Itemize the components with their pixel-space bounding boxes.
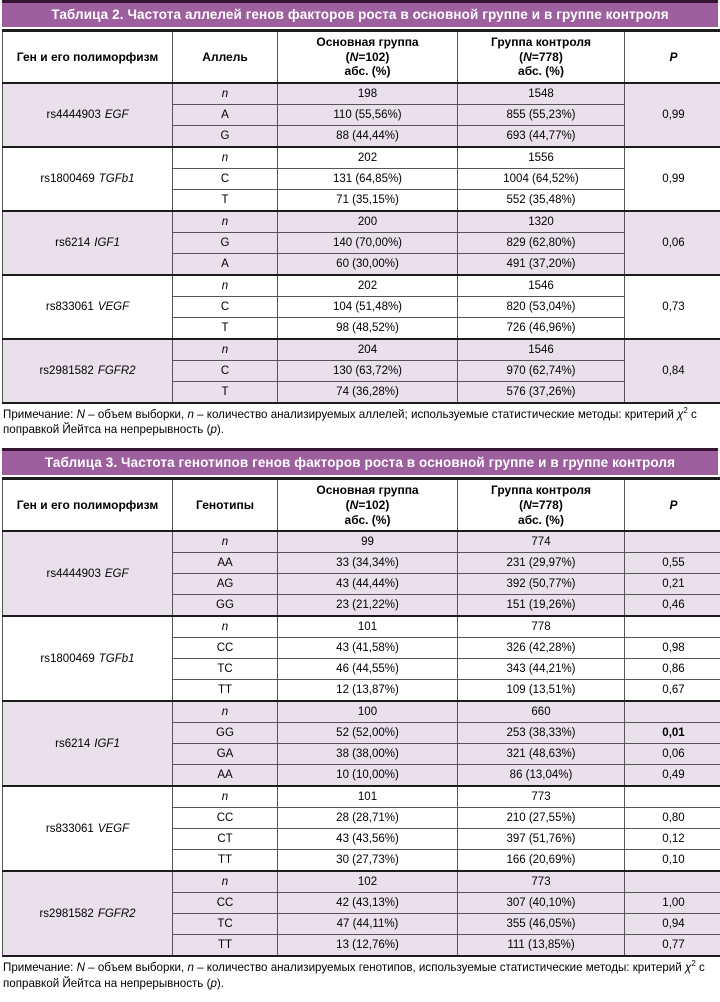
control-value-cell: 392 (50,77%) [458,574,625,595]
group-unit: абс. (%) [460,513,622,528]
main-value-cell: 98 (48,52%) [278,317,458,339]
gene-cell [3,275,173,339]
table3-header [3,479,720,531]
control-value-cell: 552 (35,48%) [458,189,625,211]
variant-cell: n [173,616,278,638]
control-value-cell: 166 (20,69%) [458,850,625,872]
variant-cell: C [173,360,278,381]
main-value-cell: 23 (21,22%) [278,595,458,617]
gene-symbol: FGFR2 [98,365,136,377]
control-value-cell: 151 (19,26%) [458,595,625,617]
col-header-p: P [625,31,720,83]
control-value-cell: 1320 [458,211,625,233]
gene-symbol: EGF [105,568,129,580]
main-value-cell: 202 [278,275,458,297]
main-value-cell: 13 (12,76%) [278,935,458,957]
variant-cell: TT [173,850,278,872]
table3-footnote: Примечание: N – объем выборки, n – количество анализируемых генотипов, используемые статистические методы: критерий $\chi^2$ с поправкой Йейтса на непрерывность (p). [2,957,718,991]
rs-id: rs2981582 [39,365,93,377]
group-name: Основная группа [280,483,455,498]
p-value-cell: 0,80 [625,808,720,829]
table-row [3,211,720,233]
rs-id: rs4444903 [47,109,101,121]
gene-symbol: TGFb1 [99,653,135,665]
control-value-cell: 774 [458,531,625,553]
col-header-main-group [278,479,458,531]
col-header-gene: Ген и его полиморфизм [3,31,173,83]
col-header-allele: Аллель [173,31,278,83]
p-value-cell: 0,99 [625,83,720,147]
variant-cell: TT [173,680,278,702]
group-name: Основная группа [280,35,455,50]
col-header-control-group [458,31,625,83]
gene-cell [3,701,173,786]
p-value-cell: 0,77 [625,935,720,957]
p-value-cell: 0,46 [625,595,720,617]
variant-cell: T [173,317,278,339]
variant-cell: TT [173,935,278,957]
main-value-cell: 12 (13,87%) [278,680,458,702]
main-value-cell: 38 (38,00%) [278,744,458,765]
main-value-cell: 99 [278,531,458,553]
variant-cell: n [173,147,278,169]
control-value-cell: 1004 (64,52%) [458,168,625,189]
variant-cell: GA [173,744,278,765]
main-value-cell: 60 (30,00%) [278,253,458,275]
main-value-cell: 46 (44,55%) [278,659,458,680]
table2-block [2,0,718,437]
gene-symbol: TGFb1 [99,173,135,185]
table-row [3,83,720,105]
rs-id: rs4444903 [47,568,101,580]
p-value-cell: 0,84 [625,339,720,403]
variant-cell: AA [173,553,278,574]
variant-cell: n [173,211,278,233]
table-row [3,531,720,553]
p-value-cell: 0,12 [625,829,720,850]
table-row [3,147,720,169]
variant-cell: CC [173,808,278,829]
group-n: (N=778) [460,50,622,65]
control-value-cell: 1546 [458,339,625,361]
p-value-cell: 0,73 [625,275,720,339]
group-unit: абс. (%) [280,64,455,79]
table3-title: Таблица 3. Частота генотипов генов факторов роста в основной группе и в группе контроля [2,448,718,475]
p-value-cell: 0,06 [625,744,720,765]
control-value-cell: 210 (27,55%) [458,808,625,829]
control-value-cell: 307 (40,10%) [458,893,625,914]
variant-cell: TC [173,914,278,935]
rs-id: rs1800469 [40,173,94,185]
table-row [3,616,720,638]
col-header-main-group [278,31,458,83]
main-value-cell: 130 (63,72%) [278,360,458,381]
main-value-cell: 140 (70,00%) [278,232,458,253]
rs-id: rs6214 [55,738,90,750]
variant-cell: n [173,275,278,297]
variant-cell: C [173,296,278,317]
control-value-cell: 855 (55,23%) [458,104,625,125]
variant-cell: n [173,83,278,105]
control-value-cell: 1556 [458,147,625,169]
group-name: Группа контроля [460,483,622,498]
col-header-p: P [625,479,720,531]
main-value-cell: 43 (43,56%) [278,829,458,850]
gene-symbol: FGFR2 [98,908,136,920]
header-row [3,479,720,531]
main-value-cell: 42 (43,13%) [278,893,458,914]
rs-id: rs6214 [55,237,90,249]
main-value-cell: 104 (51,48%) [278,296,458,317]
variant-cell: CT [173,829,278,850]
gene-cell [3,531,173,616]
main-value-cell: 204 [278,339,458,361]
p-value-cell: 0,55 [625,553,720,574]
variant-cell: A [173,104,278,125]
main-value-cell: 100 [278,701,458,723]
control-value-cell: 693 (44,77%) [458,125,625,147]
variant-cell: TC [173,659,278,680]
control-value-cell: 253 (38,33%) [458,723,625,744]
table2-header [3,31,720,83]
main-value-cell: 202 [278,147,458,169]
col-header-control-group [458,479,625,531]
control-value-cell: 111 (13,85%) [458,935,625,957]
control-value-cell: 660 [458,701,625,723]
p-value-cell: 0,98 [625,638,720,659]
variant-cell: n [173,339,278,361]
table3-genotypes [2,477,720,957]
table2-title: Таблица 2. Частота аллелей генов факторов роста в основной группе и в группе контроля [2,0,718,27]
variant-cell: CC [173,893,278,914]
table2-footnote: Примечание: N – объем выборки, n – количество анализируемых аллелей; используемые статистические методы: критерий $\chi^2$ с поправкой Йейтса на непрерывность (p). [2,404,718,438]
control-value-cell: 86 (13,04%) [458,765,625,787]
control-value-cell: 820 (53,04%) [458,296,625,317]
variant-cell: n [173,786,278,808]
rs-id: rs2981582 [39,908,93,920]
col-header-genotype: Генотипы [173,479,278,531]
control-value-cell: 355 (46,05%) [458,914,625,935]
control-value-cell: 343 (44,21%) [458,659,625,680]
p-value-cell [625,531,720,553]
gene-cell [3,211,173,275]
group-unit: абс. (%) [460,64,622,79]
control-value-cell: 778 [458,616,625,638]
group-unit: абс. (%) [280,513,455,528]
control-value-cell: 326 (42,28%) [458,638,625,659]
variant-cell: n [173,871,278,893]
control-value-cell: 773 [458,871,625,893]
p-value-cell [625,786,720,808]
p-value-cell: 0,67 [625,680,720,702]
gene-cell [3,339,173,403]
p-value-cell: 0,86 [625,659,720,680]
gene-symbol: VEGF [98,823,129,835]
table-row [3,701,720,723]
header-row [3,31,720,83]
variant-cell: C [173,168,278,189]
group-name: Группа контроля [460,35,622,50]
gene-symbol: EGF [105,109,129,121]
rs-id: rs833061 [46,301,94,313]
main-value-cell: 101 [278,786,458,808]
main-value-cell: 74 (36,28%) [278,381,458,403]
variant-cell: G [173,232,278,253]
gene-cell [3,147,173,211]
p-value-cell: 0,21 [625,574,720,595]
rs-id: rs833061 [46,823,94,835]
variant-cell: n [173,531,278,553]
main-value-cell: 33 (34,34%) [278,553,458,574]
p-value-cell: 0,06 [625,211,720,275]
p-value-cell: 0,49 [625,765,720,787]
main-value-cell: 47 (44,11%) [278,914,458,935]
control-value-cell: 231 (29,97%) [458,553,625,574]
variant-cell: AG [173,574,278,595]
variant-cell: T [173,189,278,211]
table-row [3,786,720,808]
p-value-cell: 0,10 [625,850,720,872]
variant-cell: AA [173,765,278,787]
control-value-cell: 1546 [458,275,625,297]
variant-cell: GG [173,723,278,744]
main-value-cell: 88 (44,44%) [278,125,458,147]
main-value-cell: 52 (52,00%) [278,723,458,744]
main-value-cell: 131 (64,85%) [278,168,458,189]
p-value-cell: 0,99 [625,147,720,211]
table-row [3,871,720,893]
control-value-cell: 726 (46,96%) [458,317,625,339]
variant-cell: G [173,125,278,147]
control-value-cell: 970 (62,74%) [458,360,625,381]
control-value-cell: 829 (62,80%) [458,232,625,253]
main-value-cell: 102 [278,871,458,893]
control-value-cell: 576 (37,26%) [458,381,625,403]
group-n: (N=778) [460,498,622,513]
table2-alleles [2,29,720,404]
gene-symbol: IGF1 [94,237,120,249]
main-value-cell: 28 (28,71%) [278,808,458,829]
main-value-cell: 43 (44,44%) [278,574,458,595]
table3-body [3,531,720,956]
variant-cell: GG [173,595,278,617]
group-n: (N=102) [280,50,455,65]
p-value-cell: 0,94 [625,914,720,935]
p-value-cell [625,871,720,893]
main-value-cell: 200 [278,211,458,233]
gene-cell [3,871,173,956]
main-value-cell: 198 [278,83,458,105]
control-value-cell: 491 (37,20%) [458,253,625,275]
variant-cell: CC [173,638,278,659]
rs-id: rs1800469 [40,653,94,665]
gene-cell [3,83,173,147]
col-header-gene: Ген и его полиморфизм [3,479,173,531]
variant-cell: n [173,701,278,723]
p-value-cell [625,701,720,723]
p-value-cell: 0,01 [625,723,720,744]
table3-block [2,448,718,990]
table2-body [3,83,720,403]
control-value-cell: 109 (13,51%) [458,680,625,702]
p-value-cell [625,616,720,638]
control-value-cell: 321 (48,63%) [458,744,625,765]
main-value-cell: 10 (10,00%) [278,765,458,787]
main-value-cell: 110 (55,56%) [278,104,458,125]
gene-cell [3,616,173,701]
p-value-cell: 1,00 [625,893,720,914]
main-value-cell: 43 (41,58%) [278,638,458,659]
group-n: (N=102) [280,498,455,513]
control-value-cell: 773 [458,786,625,808]
main-value-cell: 101 [278,616,458,638]
variant-cell: T [173,381,278,403]
variant-cell: A [173,253,278,275]
main-value-cell: 71 (35,15%) [278,189,458,211]
table-row [3,275,720,297]
gene-cell [3,786,173,871]
control-value-cell: 397 (51,76%) [458,829,625,850]
gene-symbol: IGF1 [94,738,120,750]
gene-symbol: VEGF [98,301,129,313]
main-value-cell: 30 (27,73%) [278,850,458,872]
table-row [3,339,720,361]
control-value-cell: 1548 [458,83,625,105]
